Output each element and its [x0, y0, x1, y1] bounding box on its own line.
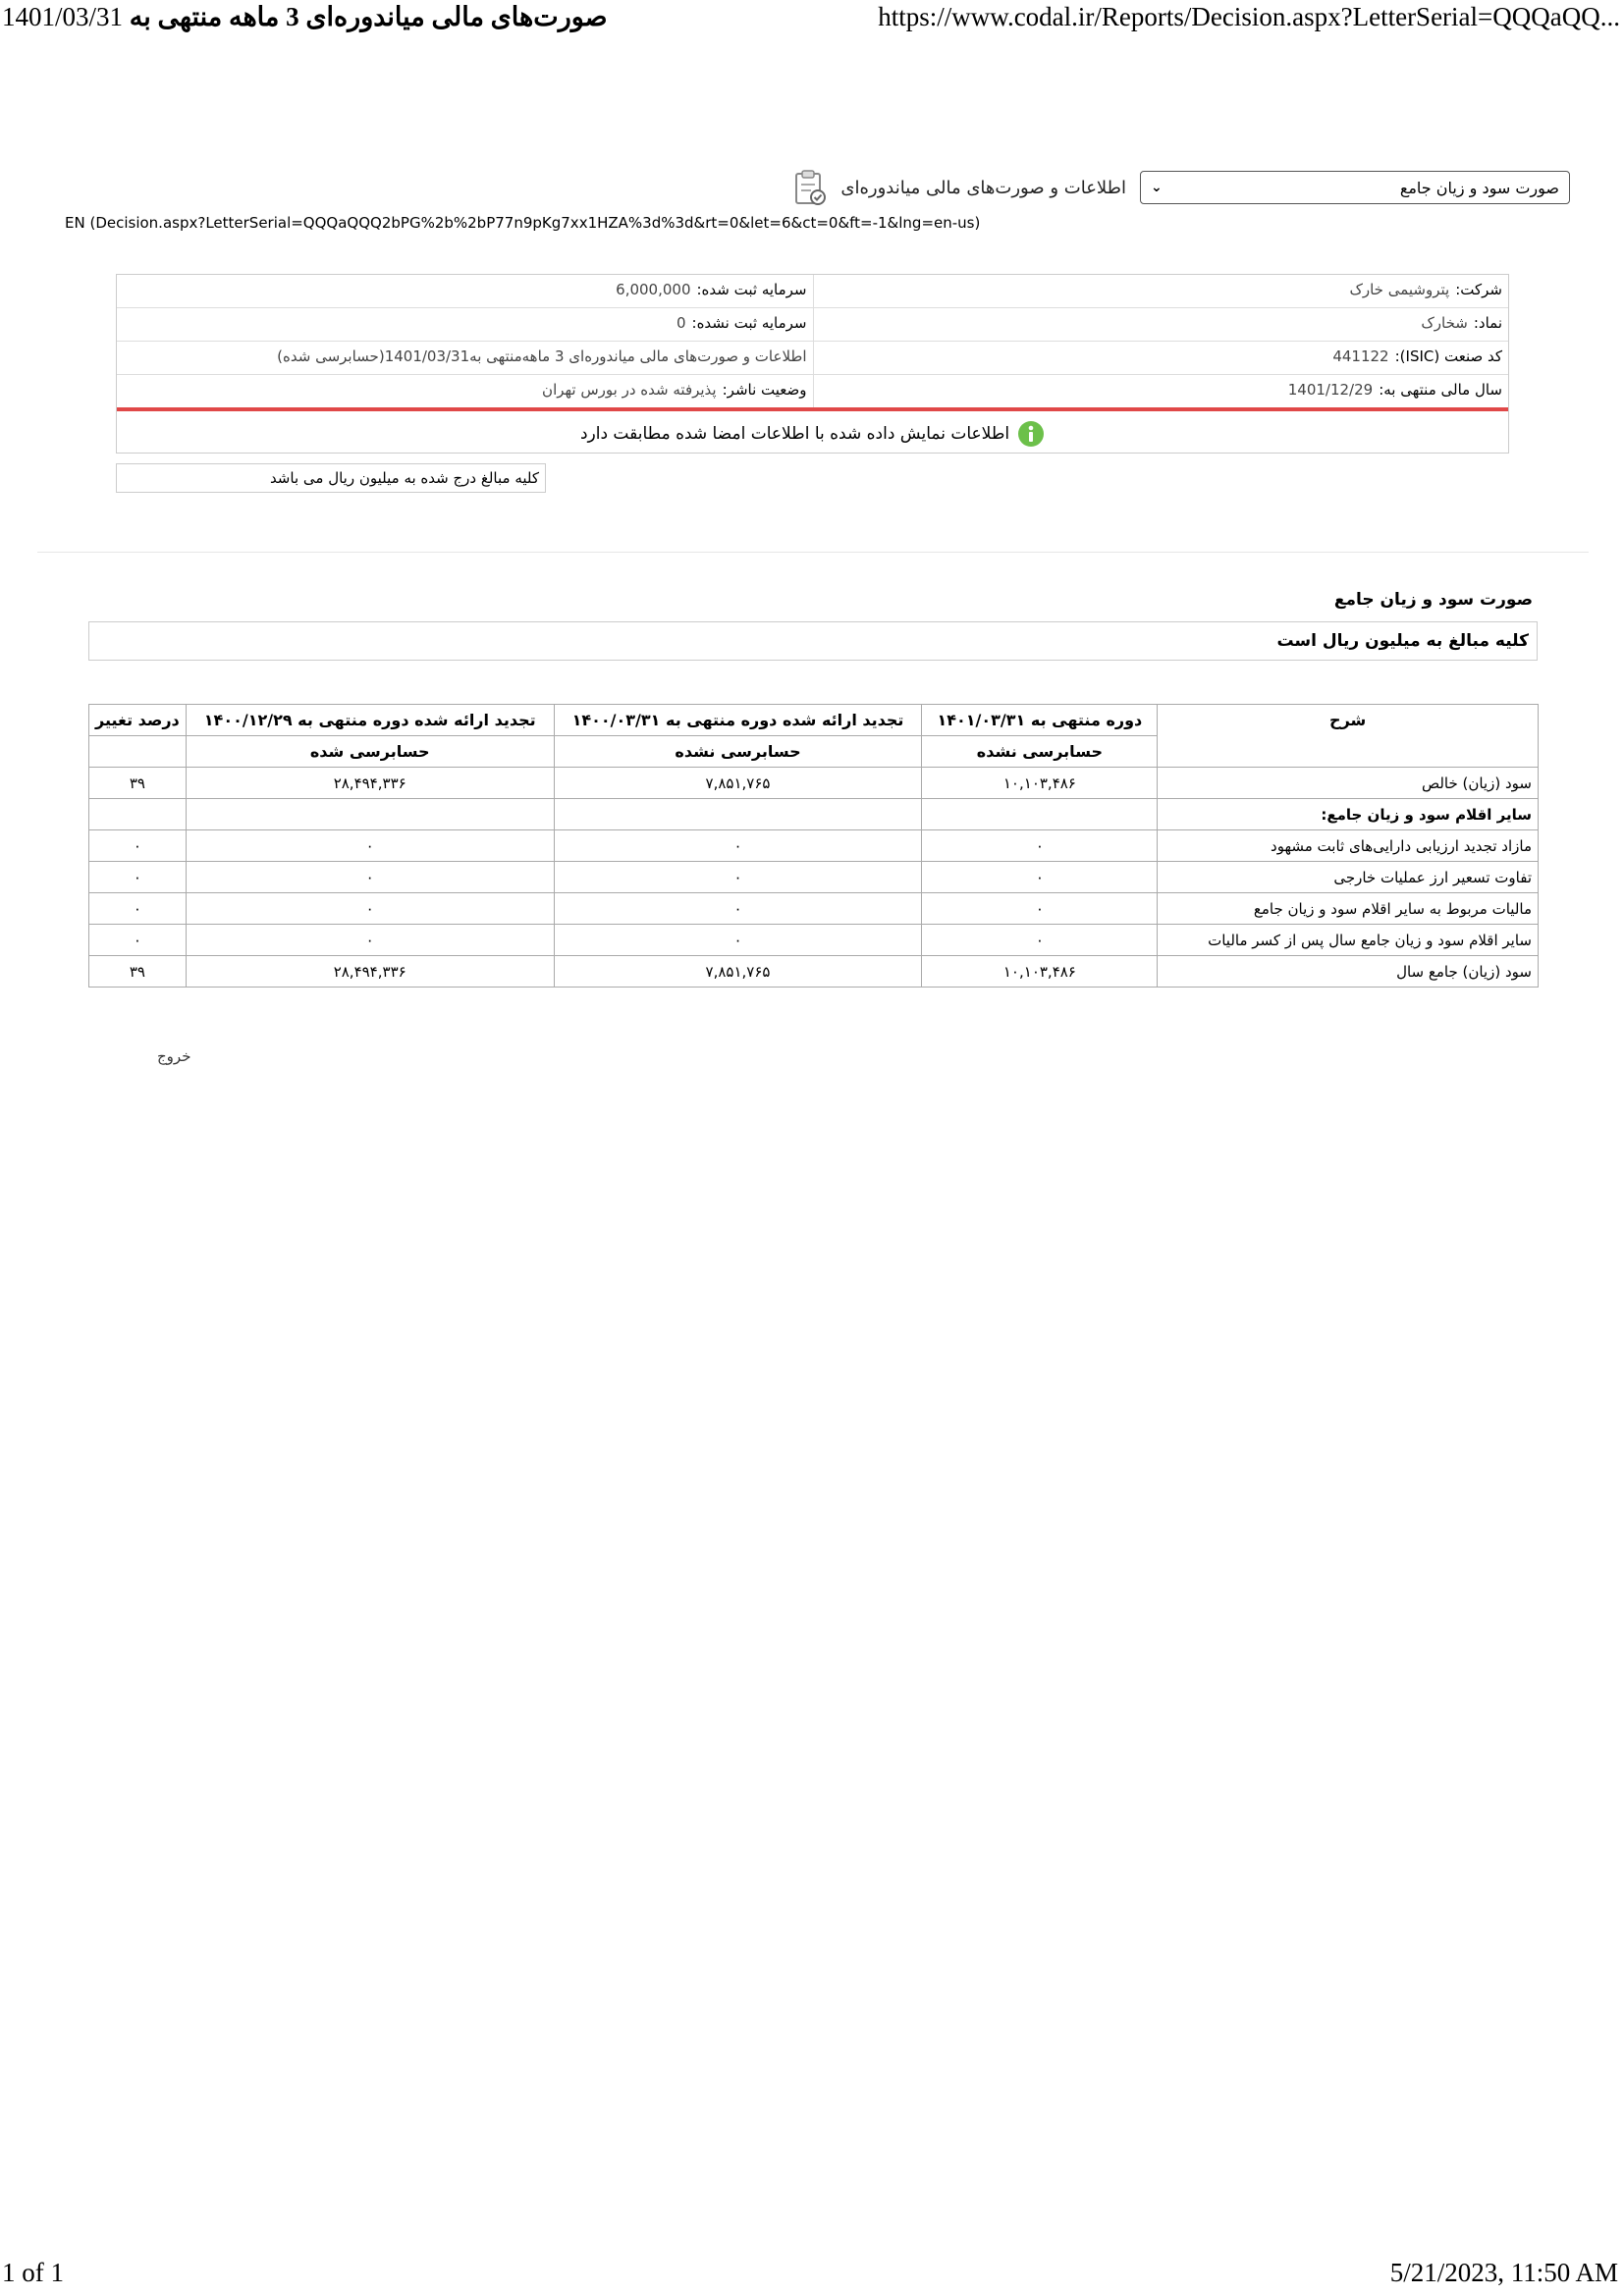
- table-row: [89, 830, 1539, 862]
- fiscal-year-cell: سال مالی منتهی به:1401/12/29: [813, 375, 1509, 407]
- row-value: ۰: [186, 862, 554, 893]
- table-header-row: [89, 705, 1539, 736]
- subheader-col1: حسابرسی نشده: [922, 736, 1158, 768]
- header-col1: دوره منتهی به ۱۴۰۱/۰۳/۳۱: [922, 705, 1158, 736]
- publisher-status-cell: وضعیت ناشر:پذیرفته شده در بورس تهران: [542, 381, 807, 399]
- row-value: [554, 799, 922, 830]
- row-value: ۰: [89, 830, 187, 862]
- row-value: ۰: [922, 862, 1158, 893]
- row-value: ۲۸,۴۹۴,۳۳۶: [186, 956, 554, 988]
- chevron-down-icon: ⌄: [1151, 180, 1163, 195]
- symbol-cell: نماد:شخارک: [813, 308, 1509, 341]
- row-description: تفاوت تسعیر ارز عملیات خارجی: [1158, 862, 1539, 893]
- subheader-col4: [89, 736, 187, 768]
- verification-message: [117, 420, 1508, 448]
- comprehensive-income-table: [88, 704, 1539, 988]
- verification-text: اطلاعات نمایش داده شده با اطلاعات امضا شده مطابقت دارد: [579, 424, 1010, 444]
- row-value: ۰: [922, 830, 1158, 862]
- print-footer-page: 1 of 1: [2, 2258, 64, 2287]
- print-header-date: 1401/03/31: [2, 2, 124, 31]
- row-value: ۰: [89, 862, 187, 893]
- row-value: ۷,۸۵۱,۷۶۵: [554, 956, 922, 988]
- info-row: [117, 342, 1508, 375]
- table-row: [89, 925, 1539, 956]
- row-value: ۰: [89, 893, 187, 925]
- english-version-link[interactable]: EN (Decision.aspx?LetterSerial=QQQaQQQ2bPG%2b%2bP77n9pKg7xx1HZA%3d%3d&rt=0&let=6&ct=0&ft=-1&lng=en-us): [65, 214, 981, 232]
- row-description: مالیات مربوط به سایر اقلام سود و زیان جامع: [1158, 893, 1539, 925]
- info-row: [117, 308, 1508, 342]
- isic-code-cell: کد صنعت (ISIC):441122: [813, 342, 1509, 374]
- header-col2: تجدید ارائه شده دوره منتهی به ۱۴۰۰/۰۳/۳۱: [554, 705, 922, 736]
- company-info-panel: [116, 274, 1509, 454]
- print-header-doc-title: صورت‌های مالی میاندوره‌ای 3 ماهه منتهی به: [129, 2, 608, 31]
- row-description: سایر اقلام سود و زیان جامع:: [1158, 799, 1539, 830]
- info-row: [117, 375, 1508, 407]
- row-value: ۷,۸۵۱,۷۶۵: [554, 768, 922, 799]
- row-value: ۰: [554, 925, 922, 956]
- row-value: ۰: [554, 893, 922, 925]
- table-row: [89, 799, 1539, 830]
- print-footer-timestamp: 5/21/2023, 11:50 AM: [1389, 2258, 1618, 2287]
- row-value: [89, 799, 187, 830]
- row-value: ۱۰,۱۰۳,۴۸۶: [922, 956, 1158, 988]
- row-value: ۳۹: [89, 768, 187, 799]
- row-description: سایر اقلام سود و زیان جامع سال پس از کسر مالیات: [1158, 925, 1539, 956]
- section-title: صورت سود و زیان جامع: [1333, 590, 1533, 610]
- row-value: ۰: [186, 925, 554, 956]
- report-description-cell: اطلاعات و صورت‌های مالی میاندوره‌ای 3 ماهه‌منتهی به1401/03/31(حسابرسی شده): [277, 347, 807, 365]
- company-name-cell: شرکت:پتروشیمی خارک: [813, 275, 1509, 307]
- row-value: ۳۹: [89, 956, 187, 988]
- row-value: ۱۰,۱۰۳,۴۸۶: [922, 768, 1158, 799]
- print-header-url: https://www.codal.ir/Reports/Decision.aspx?LetterSerial=QQQaQQ...: [878, 2, 1620, 31]
- info-icon: [1017, 420, 1045, 448]
- amount-unit-note: کلیه مبالغ درج شده به میلیون ریال می باشد: [116, 463, 546, 493]
- header-change-percent: درصد تغییر: [89, 705, 187, 736]
- row-value: ۲۸,۴۹۴,۳۳۶: [186, 768, 554, 799]
- section-unit-note: کلیه مبالغ به میلیون ریال است: [88, 621, 1538, 661]
- row-value: ۰: [922, 925, 1158, 956]
- row-value: ۰: [554, 862, 922, 893]
- report-type-label: اطلاعات و صورت‌های مالی میاندوره‌ای: [840, 177, 1126, 198]
- row-value: [922, 799, 1158, 830]
- exit-link[interactable]: خروج: [157, 1047, 191, 1065]
- row-description: مازاد تجدید ارزیابی دارایی‌های ثابت مشهود: [1158, 830, 1539, 862]
- registered-capital-cell: سرمایه ثبت شده:6,000,000: [616, 281, 807, 298]
- report-type-select-value: صورت سود و زیان جامع: [1399, 178, 1559, 197]
- row-value: [186, 799, 554, 830]
- divider: [117, 407, 1508, 411]
- row-value: ۰: [554, 830, 922, 862]
- subheader-col3: حسابرسی شده: [186, 736, 554, 768]
- row-value: ۰: [922, 893, 1158, 925]
- print-header-title: [2, 2, 608, 32]
- header-description: شرح: [1158, 705, 1539, 768]
- info-row: [117, 275, 1508, 308]
- table-row: [89, 956, 1539, 988]
- row-value: ۰: [186, 893, 554, 925]
- report-selector-bar: [793, 169, 1570, 206]
- report-type-select[interactable]: [1140, 171, 1570, 204]
- row-description: سود (زیان) خالص: [1158, 768, 1539, 799]
- table-row: [89, 768, 1539, 799]
- unregistered-capital-cell: سرمایه ثبت نشده:0: [676, 314, 807, 332]
- table-row: [89, 893, 1539, 925]
- row-value: ۰: [89, 925, 187, 956]
- divider: [37, 552, 1589, 553]
- subheader-col2: حسابرسی نشده: [554, 736, 922, 768]
- clipboard-icon: [793, 169, 827, 206]
- row-value: ۰: [186, 830, 554, 862]
- row-description: سود (زیان) جامع سال: [1158, 956, 1539, 988]
- table-row: [89, 862, 1539, 893]
- header-col3: تجدید ارائه شده دوره منتهی به ۱۴۰۰/۱۲/۲۹: [186, 705, 554, 736]
